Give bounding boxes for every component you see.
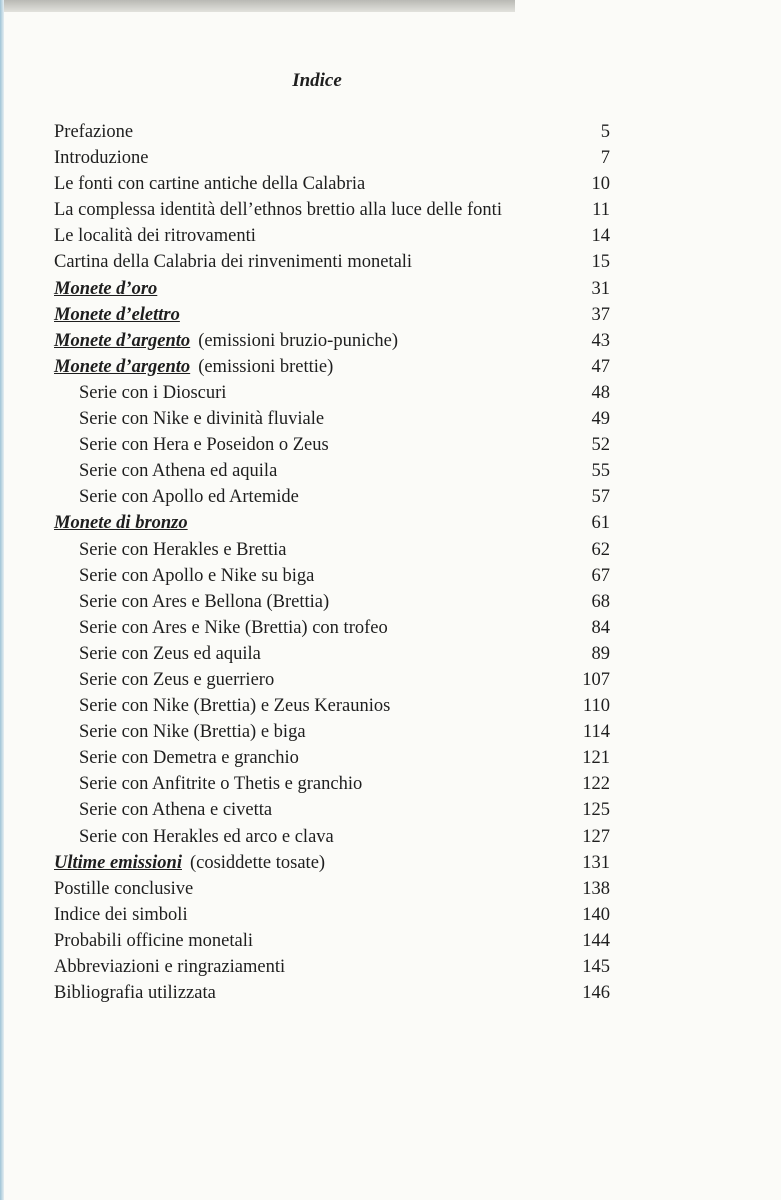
toc-subentry bbox=[54, 537, 610, 563]
toc-entry-page: 31 bbox=[591, 278, 610, 299]
page-left-edge bbox=[0, 0, 4, 1200]
toc-entry-page: 110 bbox=[582, 696, 610, 717]
toc-section-note: (emissioni brettie) bbox=[198, 356, 334, 377]
toc-entry-label: Serie con i Dioscuri bbox=[79, 382, 227, 403]
toc-entry-page: 131 bbox=[582, 852, 610, 873]
toc-entry-label: Prefazione bbox=[54, 122, 134, 142]
toc-entry-page: 57 bbox=[591, 487, 610, 508]
toc-entry-page: 62 bbox=[591, 539, 610, 560]
toc-entry-page: 5 bbox=[600, 122, 610, 142]
toc-entry-page: 114 bbox=[582, 722, 610, 743]
toc-subentry bbox=[54, 797, 610, 823]
toc-entry-page: 67 bbox=[591, 565, 610, 586]
toc-subentry bbox=[54, 667, 610, 693]
toc-entry-label: Introduzione bbox=[54, 148, 149, 169]
toc-entry-label: Serie con Nike (Brettia) e Zeus Keraunios bbox=[79, 696, 391, 717]
toc-entry-fonti bbox=[54, 171, 610, 197]
toc-entry-page: 11 bbox=[592, 200, 610, 221]
toc-entry-page: 43 bbox=[591, 330, 610, 351]
toc-entry-label: Serie con Athena e civetta bbox=[79, 800, 273, 821]
toc-entry-label: Serie con Ares e Nike (Brettia) con trofeo bbox=[79, 617, 388, 638]
toc-section-oro bbox=[54, 276, 610, 302]
toc-entry-label: Serie con Nike (Brettia) e biga bbox=[79, 722, 306, 743]
toc-section-argento-punic bbox=[54, 328, 610, 354]
toc-section-elettro bbox=[54, 302, 610, 328]
toc-entry-label: Serie con Zeus ed aquila bbox=[79, 643, 261, 664]
toc-subentry bbox=[54, 406, 610, 432]
toc-entry-label: Le località dei ritrovamenti bbox=[54, 226, 256, 247]
toc-entry-page: 14 bbox=[591, 226, 610, 247]
toc-entry-simboli bbox=[54, 902, 610, 928]
toc-entry-label: Serie con Apollo ed Artemide bbox=[79, 487, 299, 508]
toc-entry-label: Abbreviazioni e ringraziamenti bbox=[54, 957, 286, 977]
toc-entry-page: 144 bbox=[582, 930, 610, 951]
toc-entry-label: Serie con Nike e divinità fluviale bbox=[79, 409, 325, 430]
toc-entry-page: 127 bbox=[582, 826, 610, 847]
toc-subentry bbox=[54, 693, 610, 719]
toc-entry-page: 47 bbox=[591, 356, 610, 377]
toc-entry-label: Cartina della Calabria dei rinvenimenti monetali bbox=[54, 252, 413, 273]
toc-entry-page: 49 bbox=[591, 409, 610, 430]
toc-subentry bbox=[54, 563, 610, 589]
toc-entry-page: 146 bbox=[582, 983, 610, 1004]
toc-entry-page: 10 bbox=[591, 174, 610, 195]
toc-section-argento-brettie bbox=[54, 354, 610, 380]
toc-subentry bbox=[54, 824, 610, 850]
toc-entry-prefazione bbox=[54, 119, 610, 145]
toc-entry-label: Probabili officine monetali bbox=[54, 930, 254, 951]
toc-entry-bibliografia bbox=[54, 980, 610, 1006]
toc-entry-label: Indice dei simboli bbox=[54, 904, 188, 925]
toc-entry-page: 121 bbox=[582, 748, 610, 769]
toc-entry-page: 89 bbox=[591, 643, 610, 664]
toc-entry-postille bbox=[54, 876, 610, 902]
toc-entry-label: La complessa identità dell’ethnos brettio alla luce delle fonti bbox=[54, 200, 502, 221]
toc-section-note: (cosiddette tosate) bbox=[189, 852, 326, 873]
toc-subentry bbox=[54, 458, 610, 484]
toc-subentry bbox=[54, 432, 610, 458]
toc-entry-officine bbox=[54, 928, 610, 954]
toc-entry-page: 61 bbox=[591, 513, 610, 534]
toc-entry-page: 68 bbox=[591, 591, 610, 612]
toc-section-label: Monete d’elettro bbox=[54, 304, 180, 325]
toc-subentry bbox=[54, 641, 610, 667]
toc-entry-label: Serie con Demetra e granchio bbox=[79, 748, 299, 769]
toc-section-label: Ultime emissioni bbox=[54, 852, 182, 873]
toc-section-label: Monete d’argento bbox=[54, 330, 191, 351]
toc-entry-page: 7 bbox=[600, 148, 610, 169]
toc-section-label: Monete di bronzo bbox=[54, 513, 188, 534]
toc-entry-label: Le fonti con cartine antiche della Calabria bbox=[54, 174, 366, 195]
toc-section-bronzo bbox=[54, 510, 610, 536]
toc-entry-label: Bibliografia utilizzata bbox=[54, 983, 216, 1004]
toc-entry-label: Serie con Athena ed aquila bbox=[79, 461, 278, 482]
toc-entry-identita bbox=[54, 197, 610, 223]
page-title: Indice bbox=[292, 70, 342, 91]
toc-entry-label: Serie con Hera e Poseidon o Zeus bbox=[79, 435, 329, 456]
toc-entry-introduzione bbox=[54, 145, 610, 171]
toc-subentry bbox=[54, 615, 610, 641]
toc-section-ultime bbox=[54, 850, 610, 876]
toc-entry-page: 125 bbox=[582, 800, 610, 821]
toc-entry-localita bbox=[54, 223, 610, 249]
toc-entry-label: Serie con Herakles ed arco e clava bbox=[79, 826, 334, 847]
toc-entry-page: 140 bbox=[582, 904, 610, 925]
toc-entry-label: Serie con Ares e Bellona (Brettia) bbox=[79, 591, 330, 612]
toc-entry-label: Serie con Apollo e Nike su biga bbox=[79, 565, 315, 586]
toc-subentry bbox=[54, 771, 610, 797]
toc-entry-label: Serie con Anfitrite o Thetis e granchio bbox=[79, 774, 363, 795]
table-of-contents bbox=[54, 119, 610, 1006]
toc-entry-page: 52 bbox=[591, 435, 610, 456]
toc-entry-page: 15 bbox=[591, 252, 610, 273]
toc-entry-label: Postille conclusive bbox=[54, 878, 194, 899]
page-top-edge bbox=[0, 0, 515, 12]
toc-subentry bbox=[54, 589, 610, 615]
toc-entry-label: Serie con Zeus e guerriero bbox=[79, 669, 275, 690]
toc-entry-page: 37 bbox=[591, 304, 610, 325]
toc-section-label: Monete d’oro bbox=[54, 278, 158, 299]
toc-entry-page: 107 bbox=[582, 669, 610, 690]
toc-entry-page: 48 bbox=[591, 382, 610, 403]
toc-subentry bbox=[54, 745, 610, 771]
toc-entry-cartina bbox=[54, 249, 610, 275]
toc-entry-label: Serie con Herakles e Brettia bbox=[79, 539, 287, 560]
toc-subentry bbox=[54, 484, 610, 510]
toc-entry-page: 145 bbox=[582, 957, 610, 977]
toc-section-label: Monete d’argento bbox=[54, 356, 191, 377]
toc-entry-page: 55 bbox=[591, 461, 610, 482]
toc-section-note: (emissioni bruzio-puniche) bbox=[198, 330, 399, 351]
toc-entry-page: 122 bbox=[582, 774, 610, 795]
toc-entry-page: 138 bbox=[582, 878, 610, 899]
toc-entry-abbreviazioni bbox=[54, 954, 610, 980]
toc-subentry bbox=[54, 380, 610, 406]
toc-entry-page: 84 bbox=[591, 617, 610, 638]
toc-subentry bbox=[54, 719, 610, 745]
